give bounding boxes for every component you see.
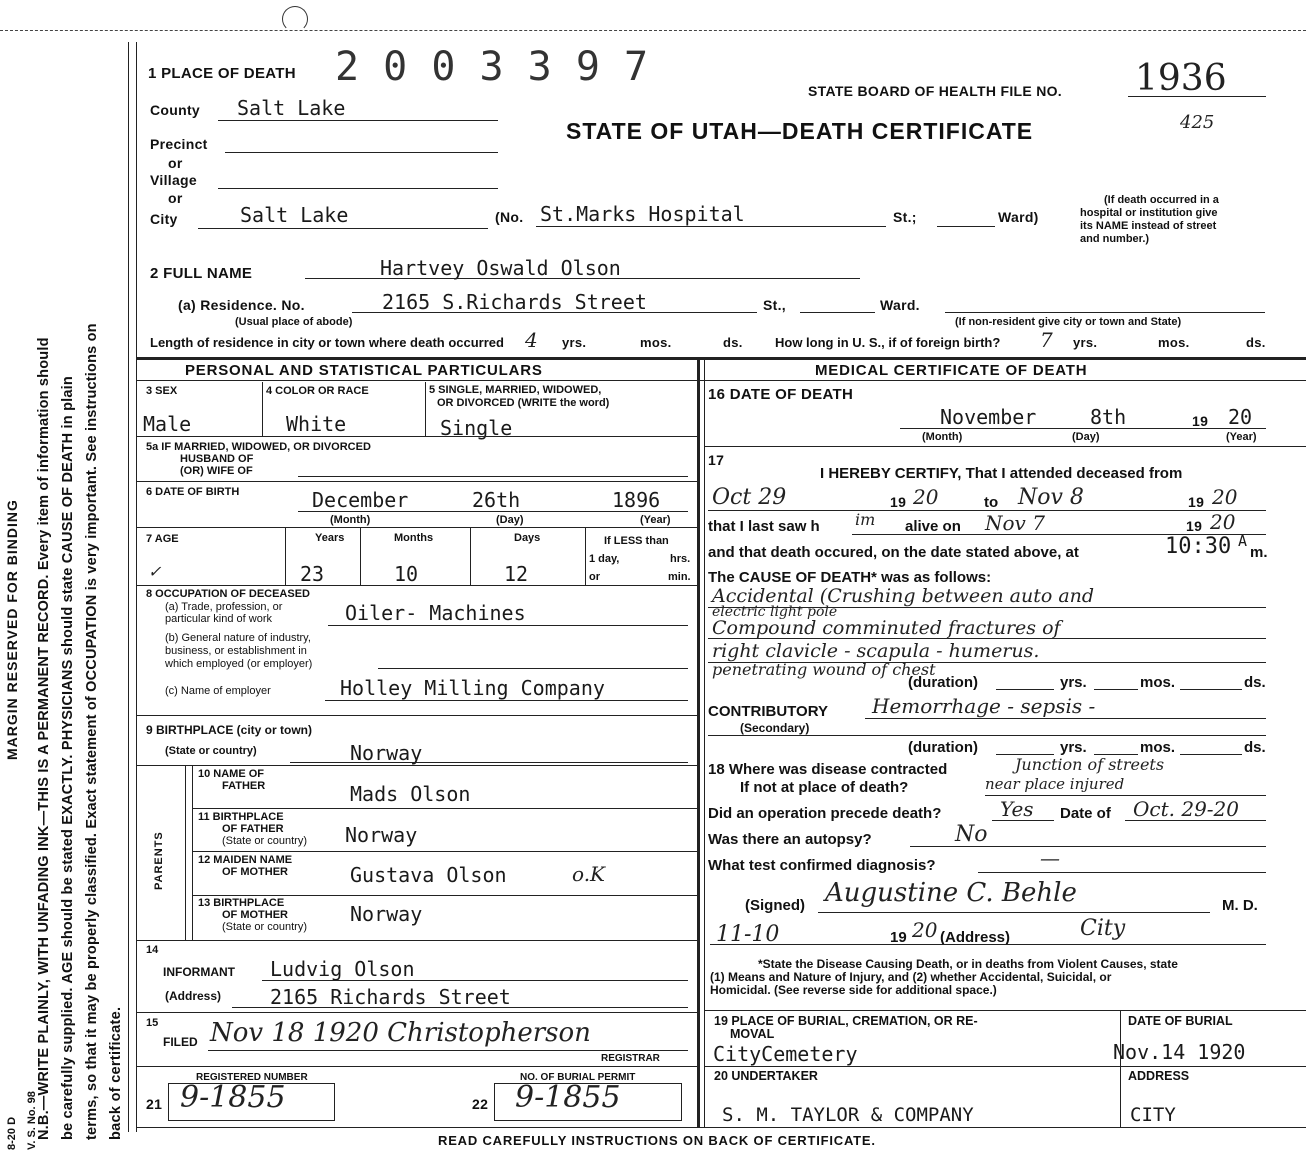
age-months: 10 — [394, 562, 419, 586]
cause-ds-label: ds. — [1244, 674, 1266, 691]
footnote-1: *State the Disease Causing Death, or in deaths from Violent Causes, state — [758, 957, 1178, 971]
contrib-duration-label: (duration) — [908, 739, 978, 756]
signed-label: (Signed) — [745, 897, 805, 914]
mother-birth-value: Norway — [350, 902, 423, 926]
top-perforation — [0, 30, 1306, 31]
employer-value: Holley Milling Company — [340, 676, 605, 700]
certificate-number: 17 — [708, 452, 725, 468]
frame-left-inner — [136, 42, 137, 1132]
birthplace-label: 9 BIRTHPLACE (city or town) — [146, 723, 313, 737]
father-birth-label-3: (State or country) — [222, 835, 307, 847]
secondary-label: (Secondary) — [740, 721, 810, 735]
precinct-label: Precinct — [150, 136, 208, 152]
disease-contracted-label: 18 Where was disease contracted — [708, 761, 948, 778]
age-days-label: Days — [514, 532, 541, 544]
marital-label-2: OR DIVORCED (WRITE the word) — [437, 397, 610, 409]
mother-birth-label-2: OF MOTHER — [222, 909, 288, 921]
from-year: 20 — [913, 485, 939, 509]
autopsy-label: Was there an autopsy? — [708, 831, 872, 848]
instruction-line-1: N.B.—WRITE PLAINLY, WITH UNFADING INK—THIS IS A PERMANENT RECORD. Every item of information should — [36, 337, 52, 1140]
dod-month-label: (Month) — [922, 431, 963, 443]
ward-label: Ward) — [998, 209, 1039, 225]
occupation-a-1: (a) Trade, profession, or — [165, 601, 283, 613]
marital-value: Single — [440, 416, 513, 440]
informant-number: 14 — [146, 944, 159, 956]
hospital-note-3: its NAME instead of street — [1080, 220, 1217, 232]
form-code: 8-20 D — [6, 1116, 18, 1150]
dob-year-label: (Year) — [640, 514, 671, 526]
operation-date: Oct. 29-20 — [1133, 797, 1240, 821]
footer-instruction: READ CAREFULLY INSTRUCTIONS ON BACK OF CERTIFICATE. — [438, 1133, 876, 1148]
color-label: 4 COLOR OR RACE — [266, 385, 369, 397]
not-at-place-label: If not at place of death? — [740, 779, 909, 796]
registered-number-label: REGISTERED NUMBER — [196, 1072, 308, 1083]
cause-line-5: penetrating wound of chest — [712, 660, 936, 679]
full-name-value: Hartvey Oswald Olson — [380, 256, 621, 280]
registrar-label: REGISTRAR — [601, 1053, 660, 1064]
form-number: V. S. No. 98 — [26, 1091, 38, 1150]
contrib-ds-label: ds. — [1244, 739, 1266, 756]
cause-duration-label: (duration) — [908, 674, 978, 691]
father-label-1: 10 NAME OF — [198, 768, 265, 780]
age-months-label: Months — [394, 532, 434, 544]
burial-date-label: DATE OF BURIAL — [1128, 1014, 1233, 1028]
occupation-b-2: business, or establishment in — [165, 645, 307, 657]
alive-on-label: alive on — [905, 518, 961, 535]
us-ds: ds. — [1246, 335, 1266, 350]
spouse-label-2: HUSBAND OF — [180, 453, 254, 465]
birthplace-state-label: (State or country) — [165, 745, 257, 757]
father-value: Mads Olson — [350, 782, 471, 806]
section-head-rule — [136, 380, 1306, 381]
non-resident-label: (If non-resident give city or town and State) — [955, 316, 1182, 328]
length-ds: ds. — [723, 335, 743, 350]
attended-from-date: Oct 29 — [712, 485, 787, 510]
burial-permit-label: NO. OF BURIAL PERMIT — [520, 1072, 636, 1083]
instruction-line-4: back of certificate. — [108, 1006, 124, 1140]
physician-address-label: (Address) — [940, 929, 1011, 946]
top-hole-mark — [282, 6, 308, 32]
title-note: 425 — [1180, 112, 1215, 133]
last-saw-him: im — [855, 510, 876, 529]
burial-date-value: Nov.14 1920 — [1113, 1040, 1246, 1064]
binding-margin-text: MARGIN RESERVED FOR BINDING — [4, 499, 20, 760]
permit-number: 9-1855 — [515, 1080, 621, 1115]
cause-yrs-label: yrs. — [1060, 674, 1087, 691]
disease-contracted-value: Junction of streets — [1015, 755, 1165, 774]
age-label: 7 AGE — [146, 533, 179, 545]
last-19: 19 — [1186, 518, 1203, 534]
dob-day: 26th — [472, 488, 521, 512]
cause-mos-label: mos. — [1140, 674, 1176, 691]
death-occurred-label: and that death occured, on the date stated above, at — [708, 544, 1079, 561]
filed-number: 15 — [146, 1017, 159, 1029]
bottom-rule — [136, 1127, 1306, 1128]
less-or-label: or — [589, 571, 600, 583]
informant-address-label: (Address) — [165, 989, 222, 1003]
dob-month: December — [312, 488, 409, 512]
cause-line-4: right clavicle - scapula - humerus. — [712, 640, 1040, 662]
village-label: Village — [150, 172, 197, 188]
mother-birth-label-3: (State or country) — [222, 921, 307, 933]
date-of-death-year: 20 — [1228, 405, 1253, 429]
spouse-label-1: 5a IF MARRIED, WIDOWED, OR DIVORCED — [146, 441, 371, 453]
filed-label: FILED — [163, 1035, 198, 1049]
sign-date: 11-10 — [716, 922, 780, 947]
sign-19: 19 — [890, 929, 907, 946]
operation-value: Yes — [1000, 797, 1034, 821]
cause-line-2: electric light pole — [712, 604, 838, 620]
test-value: — — [1040, 846, 1060, 870]
to-year: 20 — [1212, 485, 1238, 509]
certify-statement: I HEREBY CERTIFY, That I attended deceased from — [820, 465, 1183, 482]
employer-label: (c) Name of employer — [165, 685, 271, 697]
dob-year: 1896 — [612, 488, 661, 512]
cause-line-1: Accidental (Crushing between auto and — [712, 585, 1095, 607]
death-time: 10:30 — [1165, 534, 1232, 559]
informant-address-value: 2165 Richards Street — [270, 985, 511, 1009]
dob-label: 6 DATE OF BIRTH — [146, 486, 240, 498]
dod-year-label: (Year) — [1226, 431, 1257, 443]
less-hrs-label: hrs. — [670, 553, 691, 565]
us-mos: mos. — [1158, 335, 1190, 350]
m-label: m. — [1250, 544, 1268, 561]
less-day-label: 1 day, — [589, 553, 620, 565]
last-saw-label: that I last saw h — [708, 518, 820, 535]
how-long-us-label: How long in U. S., if of foreign birth? — [775, 335, 1001, 350]
center-divider-inner — [704, 360, 705, 1128]
undertaker-address-value: CITY — [1130, 1104, 1176, 1124]
occupation-b-1: (b) General nature of industry, — [165, 632, 311, 644]
attended-to-date: Nov 8 — [1018, 485, 1084, 510]
contrib-mos-label: mos. — [1140, 739, 1176, 756]
undertaker-label: 20 UNDERTAKER — [714, 1069, 818, 1083]
center-divider — [697, 360, 700, 1128]
md-label: M. D. — [1222, 897, 1258, 914]
county-label: County — [150, 102, 201, 118]
last-year: 20 — [1210, 510, 1236, 534]
certificate-title: STATE OF UTAH—DEATH CERTIFICATE — [566, 118, 1034, 144]
less-than-label: If LESS than — [604, 535, 669, 547]
age-mark: ✓ — [148, 562, 162, 581]
undertaker-address-label: ADDRESS — [1128, 1069, 1190, 1083]
sex-label: 3 SEX — [146, 385, 178, 397]
residence-ward-label: Ward. — [880, 297, 920, 313]
street-number-label: (No. — [495, 209, 524, 225]
filed-value: Nov 18 1920 Christopherson — [210, 1018, 591, 1048]
file-number-label: STATE BOARD OF HEALTH FILE NO. — [808, 83, 1062, 99]
father-birth-value: Norway — [345, 823, 418, 847]
instruction-line-2: be carefully supplied. AGE should be stated EXACTLY. PHYSICIANS should state CAUSE OF DEATH in plain — [60, 376, 76, 1140]
father-label-2: FATHER — [222, 780, 266, 792]
sign-year: 20 — [912, 918, 938, 942]
mother-label-1: 12 MAIDEN NAME — [198, 854, 293, 866]
medical-section-head: MEDICAL CERTIFICATE OF DEATH — [815, 362, 1088, 379]
frame-left-outer — [128, 42, 129, 1132]
footnote-2: (1) Means and Nature of Injury, and (2) whether Accidental, Suicidal, or — [710, 970, 1112, 984]
how-long-us-value: 7 — [1040, 328, 1053, 352]
father-birth-label-2: OF FATHER — [222, 823, 284, 835]
mother-value: Gustava Olson — [350, 863, 507, 887]
cause-label: The CAUSE OF DEATH* was as follows: — [708, 569, 992, 586]
length-yrs: yrs. — [562, 335, 587, 350]
permit-prefix: 22 — [472, 1096, 489, 1112]
test-label: What test confirmed diagnosis? — [708, 857, 936, 874]
autopsy-value: No — [955, 822, 988, 847]
father-birth-label-1: 11 BIRTHPLACE — [198, 811, 284, 823]
county-value: Salt Lake — [237, 96, 346, 120]
or-label-1: or — [168, 155, 183, 171]
last-saw-date: Nov 7 — [985, 511, 1045, 535]
instruction-line-3: terms, so that it may be properly classified. Exact statement of OCCUPATION is very important. See instructions on — [84, 323, 100, 1140]
to-19: 19 — [1188, 494, 1205, 510]
mother-label-2: OF MOTHER — [222, 866, 288, 878]
occupation-a-2: particular kind of work — [165, 613, 272, 625]
mother-birth-label-1: 13 BIRTHPLACE — [198, 897, 285, 909]
mother-note: o.K — [572, 862, 605, 886]
undertaker-value: S. M. TAYLOR & COMPANY — [722, 1104, 974, 1124]
cause-line-3: Compound comminuted fractures of — [712, 617, 1061, 639]
us-yrs: yrs. — [1073, 335, 1098, 350]
dob-day-label: (Day) — [496, 514, 524, 526]
place-of-death-label: 1 PLACE OF DEATH — [148, 65, 296, 82]
parents-label: PARENTS — [153, 831, 165, 890]
length-residence-label: Length of residence in city or town where death occurred — [150, 335, 504, 350]
registered-prefix: 21 — [146, 1096, 163, 1112]
hospital-note-4: and number.) — [1080, 233, 1150, 245]
physician-address: City — [1080, 916, 1126, 941]
burial-place-value: CityCemetery — [713, 1042, 858, 1066]
or-label-2: or — [168, 190, 183, 206]
spouse-label-3: (OR) WIFE OF — [180, 465, 253, 477]
date-of-death-19: 19 — [1192, 413, 1209, 429]
stamp-number: 2 0 0 3 3 9 7 — [335, 44, 649, 90]
not-at-place-value: near place injured — [985, 775, 1125, 793]
street-label: St.; — [893, 209, 917, 225]
contributory-label: CONTRIBUTORY — [708, 703, 828, 720]
age-years: 23 — [300, 562, 325, 586]
burial-place-label-1: 19 PLACE OF BURIAL, CREMATION, OR RE- — [714, 1014, 978, 1028]
hospital-note-1: (If death occurred in a — [1104, 194, 1219, 206]
length-mos: mos. — [640, 335, 672, 350]
operation-label: Did an operation precede death? — [708, 805, 942, 822]
residence-label: (a) Residence. No. — [178, 297, 305, 313]
city-value: Salt Lake — [240, 203, 349, 227]
personal-section-head: PERSONAL AND STATISTICAL PARTICULARS — [185, 362, 543, 379]
date-of-death-label: 16 DATE OF DEATH — [708, 386, 854, 403]
operation-date-label: Date of — [1060, 805, 1111, 822]
registered-number: 9-1855 — [180, 1080, 286, 1115]
contributory-value: Hemorrhage - sepsis - — [872, 694, 1096, 718]
contrib-yrs-label: yrs. — [1060, 739, 1087, 756]
sex-value: Male — [143, 412, 192, 436]
to-label: to — [984, 494, 999, 511]
informant-value: Ludvig Olson — [270, 957, 415, 981]
birthplace-value: Norway — [350, 741, 423, 765]
informant-label: INFORMANT — [163, 965, 235, 979]
occupation-value: Oiler- Machines — [345, 601, 526, 625]
length-residence-value: 4 — [525, 328, 538, 352]
dod-day-label: (Day) — [1072, 431, 1100, 443]
burial-place-label-2: MOVAL — [730, 1027, 775, 1041]
full-name-label: 2 FULL NAME — [150, 265, 253, 282]
date-of-death-month: November — [940, 405, 1037, 429]
occupation-label: 8 OCCUPATION OF DECEASED — [146, 588, 310, 600]
footnote-3: Homicidal. (See reverse side for additional space.) — [710, 983, 997, 997]
file-number: 1936 — [1135, 58, 1227, 99]
color-value: White — [286, 412, 347, 436]
age-years-label: Years — [315, 532, 345, 544]
marital-label-1: 5 SINGLE, MARRIED, WIDOWED, — [429, 384, 602, 396]
date-of-death-day: 8th — [1090, 405, 1127, 429]
hospital-note-2: hospital or institution give — [1080, 207, 1218, 219]
usual-abode-label: (Usual place of abode) — [235, 316, 353, 328]
age-days: 12 — [504, 562, 529, 586]
from-19: 19 — [890, 494, 907, 510]
residence-street-label: St., — [763, 297, 786, 313]
occupation-b-3: which employed (or employer) — [165, 658, 313, 670]
death-ampm: A — [1238, 532, 1248, 550]
hospital-value: St.Marks Hospital — [540, 202, 745, 226]
city-label: City — [150, 211, 178, 227]
physician-signature: Augustine C. Behle — [825, 878, 1077, 908]
section-rule — [136, 357, 1306, 360]
residence-value: 2165 S.Richards Street — [382, 290, 647, 314]
dob-month-label: (Month) — [330, 514, 371, 526]
less-min-label: min. — [668, 571, 691, 583]
